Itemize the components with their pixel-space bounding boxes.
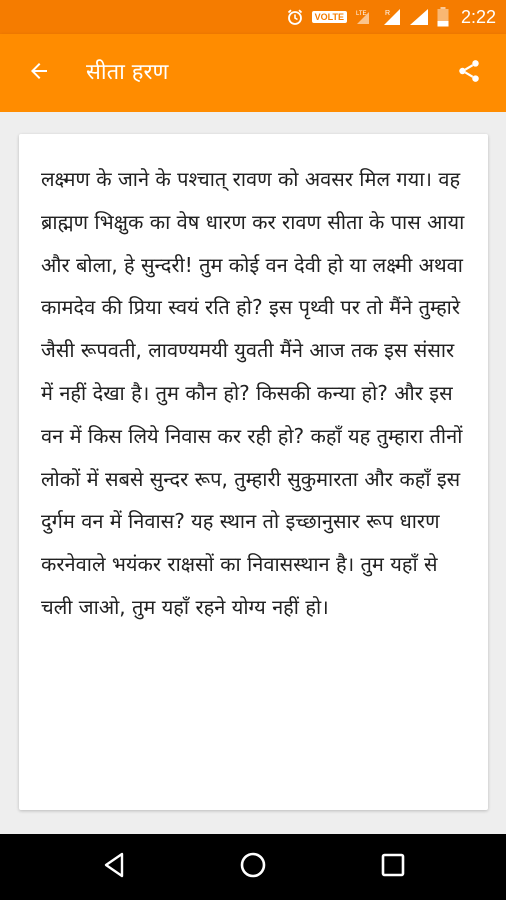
share-icon: [456, 58, 482, 88]
volte-badge: VOLTE: [312, 11, 347, 23]
battery-icon: [437, 7, 449, 27]
nav-recents-button[interactable]: [373, 847, 413, 887]
status-icons: [286, 0, 496, 34]
share-button[interactable]: [452, 56, 486, 90]
status-bar: [0, 0, 506, 34]
back-button[interactable]: [22, 56, 56, 90]
alarm-icon: [286, 8, 304, 26]
story-text: लक्ष्मण के जाने के पश्चात् रावण को अवसर मिल गया। वह ब्राह्मण भिक्षुक का वेष धारण कर रावण सीता के पास आया और बोला, हे सुन्दरी! तुम कोई वन देवी हो या लक्ष्मी अथवा कामदेव की प्रिया स्वयं रति हो? इस पृथ्वी पर तो मैंने तुम्हारे जैसी रूपवती, लावण्यमयी युवती मैंने आज तक इस संसार में नहीं देखा है। तुम कौन हो? किसकी कन्या हो? और इस वन में किस लिये निवास कर रही हो? कहाँ यह तुम्हारा तीनों लोकों में सबसे सुन्दर रूप, तुम्हारी सुकुमारता और कहाँ इस दुर्गम वन में निवास? यह स्थान तो इच्छानुसार रूप धारण करनेवाले भयंकर राक्षसों का निवासस्थान है। तुम यहाँ से चली जाओ, तुम यहाँ रहने योग्य नहीं हो।: [41, 167, 465, 619]
story-card: [19, 134, 488, 810]
app-bar: [0, 34, 506, 112]
navigation-bar: [0, 834, 506, 900]
svg-text:LTE: LTE: [355, 11, 367, 17]
arrow-back-icon: [27, 59, 51, 87]
home-circle-icon: [239, 851, 267, 883]
status-time: 2:22: [460, 6, 496, 27]
wifi-calling-icon: [355, 8, 375, 26]
signal-icon: [383, 8, 401, 26]
nav-home-button[interactable]: [233, 847, 273, 887]
back-triangle-icon: [102, 852, 126, 882]
svg-text:R: R: [384, 10, 391, 17]
signal-icon: [409, 8, 429, 26]
page-title: सीता हरण: [86, 60, 169, 85]
recents-square-icon: [381, 853, 405, 881]
content-area: [0, 112, 506, 834]
nav-back-button[interactable]: [94, 847, 134, 887]
